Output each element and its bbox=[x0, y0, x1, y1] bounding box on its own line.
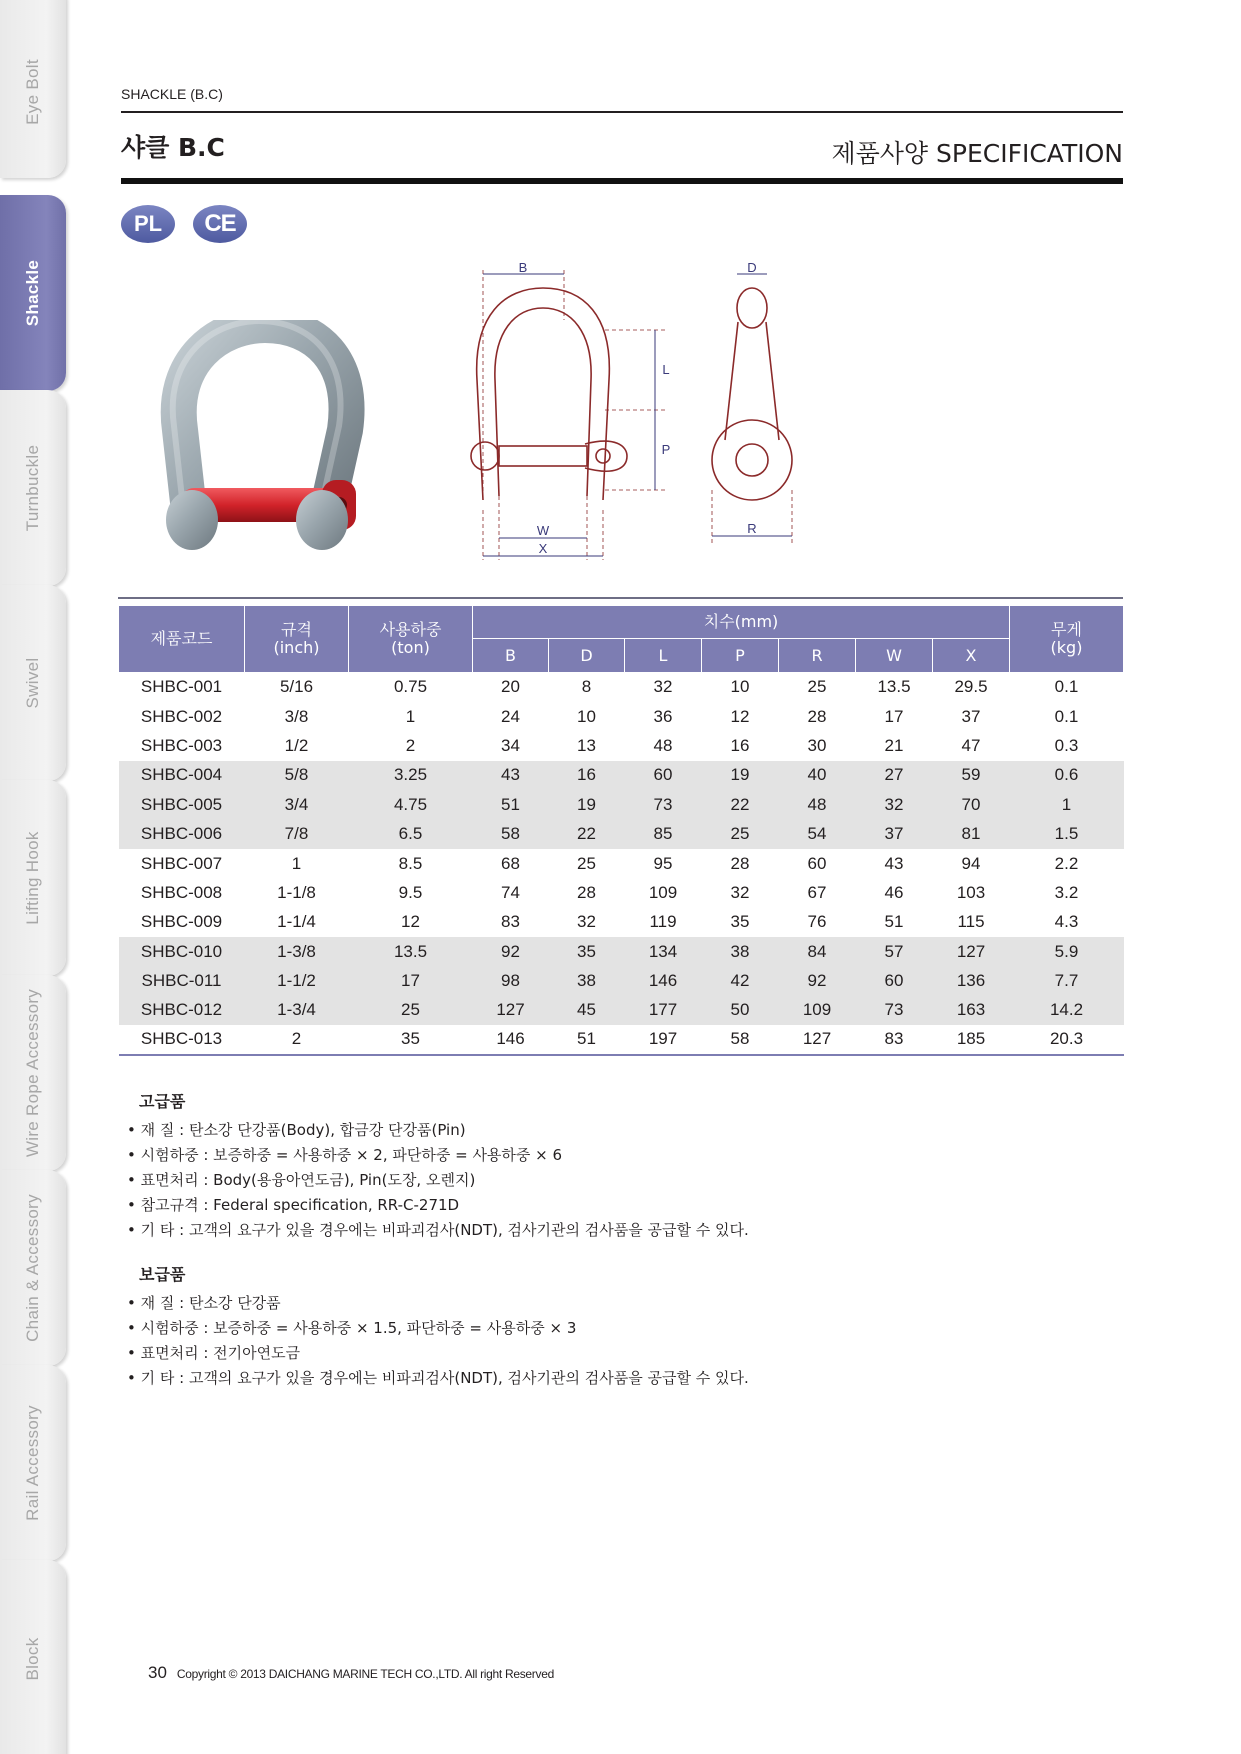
page-footer bbox=[148, 1663, 554, 1683]
column-header-size bbox=[245, 606, 349, 673]
copyright-notice: Copyright © 2013 DAICHANG MARINE TECH CO.,LTD. All right Reserved bbox=[176, 1667, 554, 1681]
header-size-unit: (inch) bbox=[273, 638, 320, 657]
table-cell: 73 bbox=[856, 996, 933, 1025]
table-cell: 60 bbox=[807, 853, 827, 873]
table-cell: 35 bbox=[549, 937, 625, 966]
table-row bbox=[119, 673, 1124, 702]
dim-label-b: B bbox=[518, 260, 528, 275]
specification-table bbox=[118, 605, 1124, 1056]
table-cell: 48 bbox=[779, 790, 856, 819]
header-divider bbox=[121, 111, 1123, 113]
specification-title: 제품사양 SPECIFICATION bbox=[831, 139, 1123, 168]
table-cell: 119 bbox=[649, 912, 677, 932]
table-row bbox=[119, 849, 1124, 878]
table-cell: 25 bbox=[702, 819, 779, 848]
note-line: • 시험하중 : 보증하중 = 사용하중 × 1.5, 파단하중 = 사용하중 × 3 bbox=[127, 1319, 577, 1337]
table-cell: 16 bbox=[730, 735, 750, 755]
table-cell: SHBC-007 bbox=[140, 853, 223, 873]
table-cell: 136 bbox=[933, 966, 1010, 995]
table-cell: 185 bbox=[933, 1025, 1010, 1054]
table-cell: 5.9 bbox=[1010, 937, 1124, 966]
side-tab-label: Lifting Hook bbox=[23, 831, 42, 925]
table-cell: 37 bbox=[961, 706, 981, 726]
side-tab-label: Wire Rope Accessory bbox=[23, 988, 42, 1158]
note-line: • 시험하중 : 보증하중 = 사용하중 × 2, 파단하중 = 사용하중 × 6 bbox=[127, 1146, 563, 1164]
side-tab-lifting-hook[interactable] bbox=[0, 780, 66, 976]
table-cell: 109 bbox=[648, 882, 678, 902]
table-cell: SHBC-004 bbox=[119, 761, 245, 790]
table-cell: 54 bbox=[779, 819, 856, 848]
dim-label-w: W bbox=[536, 523, 550, 538]
table-cell: SHBC-002 bbox=[140, 706, 223, 726]
side-tab-label: Eye Bolt bbox=[23, 59, 42, 125]
side-tab-swivel[interactable] bbox=[0, 585, 66, 781]
table-cell: 4.75 bbox=[349, 790, 473, 819]
table-cell: 38 bbox=[549, 966, 625, 995]
header-code-label: 제품코드 bbox=[150, 629, 213, 648]
table-cell: 146 bbox=[473, 1025, 549, 1054]
header-size-label: 규격 bbox=[281, 620, 312, 639]
table-cell: 134 bbox=[625, 937, 702, 966]
column-header-w: W bbox=[856, 639, 933, 673]
column-header-x: X bbox=[933, 639, 1010, 673]
table-cell: 109 bbox=[779, 996, 856, 1025]
note-line: • 재 질 : 탄소강 단강품(Body), 합금강 단강품(Pin) bbox=[127, 1121, 466, 1139]
table-cell: 36 bbox=[653, 706, 673, 726]
table-cell: 146 bbox=[625, 966, 702, 995]
table-cell: 32 bbox=[577, 912, 596, 932]
table-cell: 73 bbox=[625, 790, 702, 819]
table-cell: 51 bbox=[884, 912, 904, 932]
table-row bbox=[119, 996, 1124, 1025]
side-tab-eye-bolt[interactable] bbox=[0, 0, 66, 178]
table-cell: 74 bbox=[501, 882, 520, 902]
shackle-dimension-drawing bbox=[455, 260, 795, 570]
table-cell: 1 bbox=[1010, 790, 1124, 819]
table-cell: 20.3 bbox=[1010, 1025, 1124, 1054]
table-row bbox=[119, 731, 1124, 760]
table-cell: 37 bbox=[856, 819, 933, 848]
table-cell: 10 bbox=[730, 677, 750, 697]
table-cell: 94 bbox=[961, 853, 981, 873]
table-cell: 0.6 bbox=[1010, 761, 1124, 790]
table-cell: 59 bbox=[933, 761, 1010, 790]
table-cell: 38 bbox=[702, 937, 779, 966]
dim-label-x: X bbox=[538, 541, 548, 556]
table-cell: 28 bbox=[807, 706, 827, 726]
table-cell: 92 bbox=[779, 966, 856, 995]
note-line: • 참고규격 : Federal specification, RR-C-271D bbox=[127, 1196, 460, 1214]
side-tab-label: Swivel bbox=[23, 657, 42, 709]
table-cell: 58 bbox=[473, 819, 549, 848]
header-thick-divider bbox=[121, 178, 1123, 184]
side-tab-block[interactable] bbox=[0, 1560, 66, 1754]
dim-label-p: P bbox=[661, 442, 671, 457]
table-cell: 25 bbox=[349, 996, 473, 1025]
note-line: • 기 타 : 고객의 요구가 있을 경우에는 비파괴검사(NDT), 검사기관의 검사품을 공급할 수 있다. bbox=[127, 1369, 749, 1387]
table-cell: 3.25 bbox=[349, 761, 473, 790]
table-cell: 57 bbox=[856, 937, 933, 966]
note-heading: 고급품 bbox=[139, 1092, 186, 1111]
table-cell: SHBC-006 bbox=[119, 819, 245, 848]
side-tab-label: Shackle bbox=[23, 259, 42, 327]
table-cell: 14.2 bbox=[1010, 996, 1124, 1025]
column-header-load bbox=[349, 606, 473, 673]
table-row bbox=[119, 1025, 1124, 1054]
table-cell: 1-1/4 bbox=[277, 912, 316, 932]
table-cell: 30 bbox=[807, 735, 827, 755]
table-cell: 6.5 bbox=[349, 819, 473, 848]
table-cell: 47 bbox=[961, 735, 981, 755]
column-header-b: B bbox=[473, 639, 549, 673]
table-cell: 127 bbox=[933, 937, 1010, 966]
table-cell: 7.7 bbox=[1010, 966, 1124, 995]
table-cell: 51 bbox=[549, 1025, 625, 1054]
dim-label-d: D bbox=[747, 260, 757, 275]
table-row bbox=[119, 908, 1124, 937]
table-cell: SHBC-003 bbox=[140, 735, 223, 755]
table-cell: 127 bbox=[779, 1025, 856, 1054]
side-tab-chain-accessory[interactable] bbox=[0, 1170, 66, 1366]
table-cell: 8.5 bbox=[398, 853, 423, 873]
table-cell: 98 bbox=[473, 966, 549, 995]
page-number: 30 bbox=[148, 1663, 167, 1682]
column-header-r: R bbox=[779, 639, 856, 673]
premium-grade-notes bbox=[127, 1092, 749, 1243]
table-cell: 40 bbox=[779, 761, 856, 790]
table-cell: 29.5 bbox=[954, 677, 988, 697]
side-tab-label: Chain & Accessory bbox=[23, 1194, 42, 1342]
table-row bbox=[119, 937, 1124, 966]
note-line: • 표면처리 : Body(용융아연도금), Pin(도장, 오렌지) bbox=[127, 1171, 476, 1189]
table-cell: 4.3 bbox=[1054, 912, 1079, 932]
table-cell: 43 bbox=[884, 853, 904, 873]
table-row bbox=[119, 761, 1124, 790]
table-cell: 42 bbox=[702, 966, 779, 995]
column-header-code bbox=[119, 606, 245, 673]
table-cell: 1.5 bbox=[1010, 819, 1124, 848]
table-cell: 5/8 bbox=[245, 761, 349, 790]
table-cell: SHBC-011 bbox=[119, 966, 245, 995]
table-cell: 60 bbox=[625, 761, 702, 790]
side-tab-label: Block bbox=[23, 1637, 42, 1681]
table-cell: 103 bbox=[956, 882, 986, 902]
table-cell: 27 bbox=[856, 761, 933, 790]
table-cell: 25 bbox=[577, 853, 596, 873]
table-cell: 81 bbox=[933, 819, 1010, 848]
page-title: 샤클 B.C bbox=[121, 133, 225, 162]
table-cell: SHBC-001 bbox=[140, 677, 223, 697]
table-row bbox=[119, 878, 1124, 907]
table-row bbox=[119, 819, 1124, 848]
table-cell: 24 bbox=[501, 706, 520, 726]
table-cell: 83 bbox=[856, 1025, 933, 1054]
table-top-rule bbox=[118, 597, 1123, 599]
table-cell: 2.2 bbox=[1054, 853, 1079, 873]
ce-certification-badge: CE bbox=[193, 205, 247, 243]
table-cell: 34 bbox=[501, 735, 520, 755]
shackle-photo bbox=[150, 320, 380, 560]
table-cell: 1-1/8 bbox=[277, 882, 316, 902]
table-row bbox=[119, 790, 1124, 819]
table-row bbox=[119, 702, 1124, 731]
table-row bbox=[119, 966, 1124, 995]
table-cell: 22 bbox=[549, 819, 625, 848]
table-cell: 85 bbox=[625, 819, 702, 848]
side-tab-label: Turnbuckle bbox=[23, 444, 42, 532]
table-cell: 10 bbox=[577, 706, 596, 726]
table-cell: 163 bbox=[933, 996, 1010, 1025]
note-line: • 재 질 : 탄소강 단강품 bbox=[127, 1294, 281, 1312]
table-cell: 0.75 bbox=[393, 677, 428, 697]
header-load-unit: (ton) bbox=[391, 638, 430, 657]
table-cell: 50 bbox=[702, 996, 779, 1025]
table-cell: 76 bbox=[807, 912, 827, 932]
table-cell: 51 bbox=[473, 790, 549, 819]
table-cell: 21 bbox=[884, 735, 904, 755]
table-cell: 32 bbox=[856, 790, 933, 819]
table-cell: SHBC-010 bbox=[119, 937, 245, 966]
table-cell: 28 bbox=[730, 853, 750, 873]
table-cell: 58 bbox=[702, 1025, 779, 1054]
table-cell: 12 bbox=[401, 912, 420, 932]
table-cell: 20 bbox=[501, 677, 520, 697]
table-cell: 1-3/4 bbox=[245, 996, 349, 1025]
table-cell: 45 bbox=[549, 996, 625, 1025]
table-cell: 197 bbox=[625, 1025, 702, 1054]
column-header-dimensions: 치수(mm) bbox=[473, 606, 1010, 639]
table-cell: 2 bbox=[245, 1025, 349, 1054]
note-heading: 보급품 bbox=[139, 1265, 186, 1284]
product-notes bbox=[127, 1092, 749, 1413]
table-cell: SHBC-005 bbox=[119, 790, 245, 819]
table-cell: 92 bbox=[473, 937, 549, 966]
table-cell: 19 bbox=[549, 790, 625, 819]
table-cell: 1 bbox=[405, 706, 416, 726]
table-cell: 3.2 bbox=[1054, 882, 1079, 902]
side-tab-turnbuckle[interactable] bbox=[0, 390, 66, 586]
table-cell: 1 bbox=[291, 853, 302, 873]
table-cell: 35 bbox=[349, 1025, 473, 1054]
table-cell: 28 bbox=[577, 882, 596, 902]
table-cell: 5/16 bbox=[279, 677, 314, 697]
table-cell: 3/8 bbox=[284, 706, 309, 726]
table-cell: 1-1/2 bbox=[245, 966, 349, 995]
dim-label-l: L bbox=[662, 362, 670, 377]
standard-grade-notes bbox=[127, 1265, 749, 1391]
column-header-weight bbox=[1010, 606, 1124, 673]
table-cell: 83 bbox=[501, 912, 520, 932]
table-cell: 9.5 bbox=[398, 882, 423, 902]
table-cell: 0.1 bbox=[1054, 706, 1079, 726]
table-cell: 2 bbox=[405, 735, 416, 755]
table-cell: 35 bbox=[730, 912, 750, 932]
side-tab-label: Rail Accessory bbox=[23, 1405, 42, 1521]
table-cell: 32 bbox=[730, 882, 750, 902]
table-cell: SHBC-009 bbox=[140, 912, 223, 932]
table-cell: 22 bbox=[702, 790, 779, 819]
dim-label-r: R bbox=[747, 521, 757, 536]
table-cell: 19 bbox=[702, 761, 779, 790]
table-cell: 0.1 bbox=[1054, 677, 1079, 697]
table-cell: 84 bbox=[779, 937, 856, 966]
table-cell: 67 bbox=[807, 882, 827, 902]
table-cell: 48 bbox=[653, 735, 673, 755]
table-cell: 13 bbox=[577, 735, 596, 755]
table-cell: 17 bbox=[884, 706, 904, 726]
table-cell: 0.3 bbox=[1054, 735, 1079, 755]
table-cell: 3/4 bbox=[245, 790, 349, 819]
column-header-p: P bbox=[702, 639, 779, 673]
table-cell: 12 bbox=[730, 706, 750, 726]
table-cell: 68 bbox=[501, 853, 520, 873]
table-cell: 95 bbox=[653, 853, 673, 873]
note-line: • 표면처리 : 전기아연도금 bbox=[127, 1344, 301, 1362]
table-cell: SHBC-012 bbox=[119, 996, 245, 1025]
table-cell: 1-3/8 bbox=[245, 937, 349, 966]
table-cell: 13.5 bbox=[877, 677, 911, 697]
table-cell: 8 bbox=[581, 677, 592, 697]
table-cell: 13.5 bbox=[349, 937, 473, 966]
table-cell: 1/2 bbox=[284, 735, 309, 755]
table-cell: 127 bbox=[473, 996, 549, 1025]
table-cell: 60 bbox=[856, 966, 933, 995]
header-load-label: 사용하중 bbox=[379, 620, 442, 639]
breadcrumb: SHACKLE (B.C) bbox=[121, 86, 223, 102]
table-cell: 16 bbox=[549, 761, 625, 790]
header-weight-unit: (kg) bbox=[1050, 638, 1083, 657]
side-tab-shackle[interactable] bbox=[0, 195, 66, 391]
table-cell: 25 bbox=[807, 677, 827, 697]
table-cell: 17 bbox=[349, 966, 473, 995]
specification-table-body bbox=[119, 673, 1124, 1055]
table-cell: SHBC-013 bbox=[119, 1025, 245, 1054]
side-tab-rail-accessory[interactable] bbox=[0, 1365, 66, 1561]
table-cell: 7/8 bbox=[245, 819, 349, 848]
table-cell: 32 bbox=[653, 677, 673, 697]
column-header-l: L bbox=[625, 639, 702, 673]
table-cell: 43 bbox=[473, 761, 549, 790]
column-header-d: D bbox=[549, 639, 625, 673]
note-line: • 기 타 : 고객의 요구가 있을 경우에는 비파괴검사(NDT), 검사기관의 검사품을 공급할 수 있다. bbox=[127, 1221, 749, 1239]
table-cell: SHBC-008 bbox=[140, 882, 223, 902]
table-cell: 177 bbox=[625, 996, 702, 1025]
side-tab-wire-rope-accessory[interactable] bbox=[0, 975, 66, 1171]
pl-certification-badge: PL bbox=[121, 205, 175, 243]
table-cell: 46 bbox=[884, 882, 904, 902]
side-navigation bbox=[0, 0, 66, 1754]
table-cell: 115 bbox=[957, 912, 985, 932]
table-cell: 70 bbox=[933, 790, 1010, 819]
header-weight-label: 무게 bbox=[1051, 620, 1082, 639]
